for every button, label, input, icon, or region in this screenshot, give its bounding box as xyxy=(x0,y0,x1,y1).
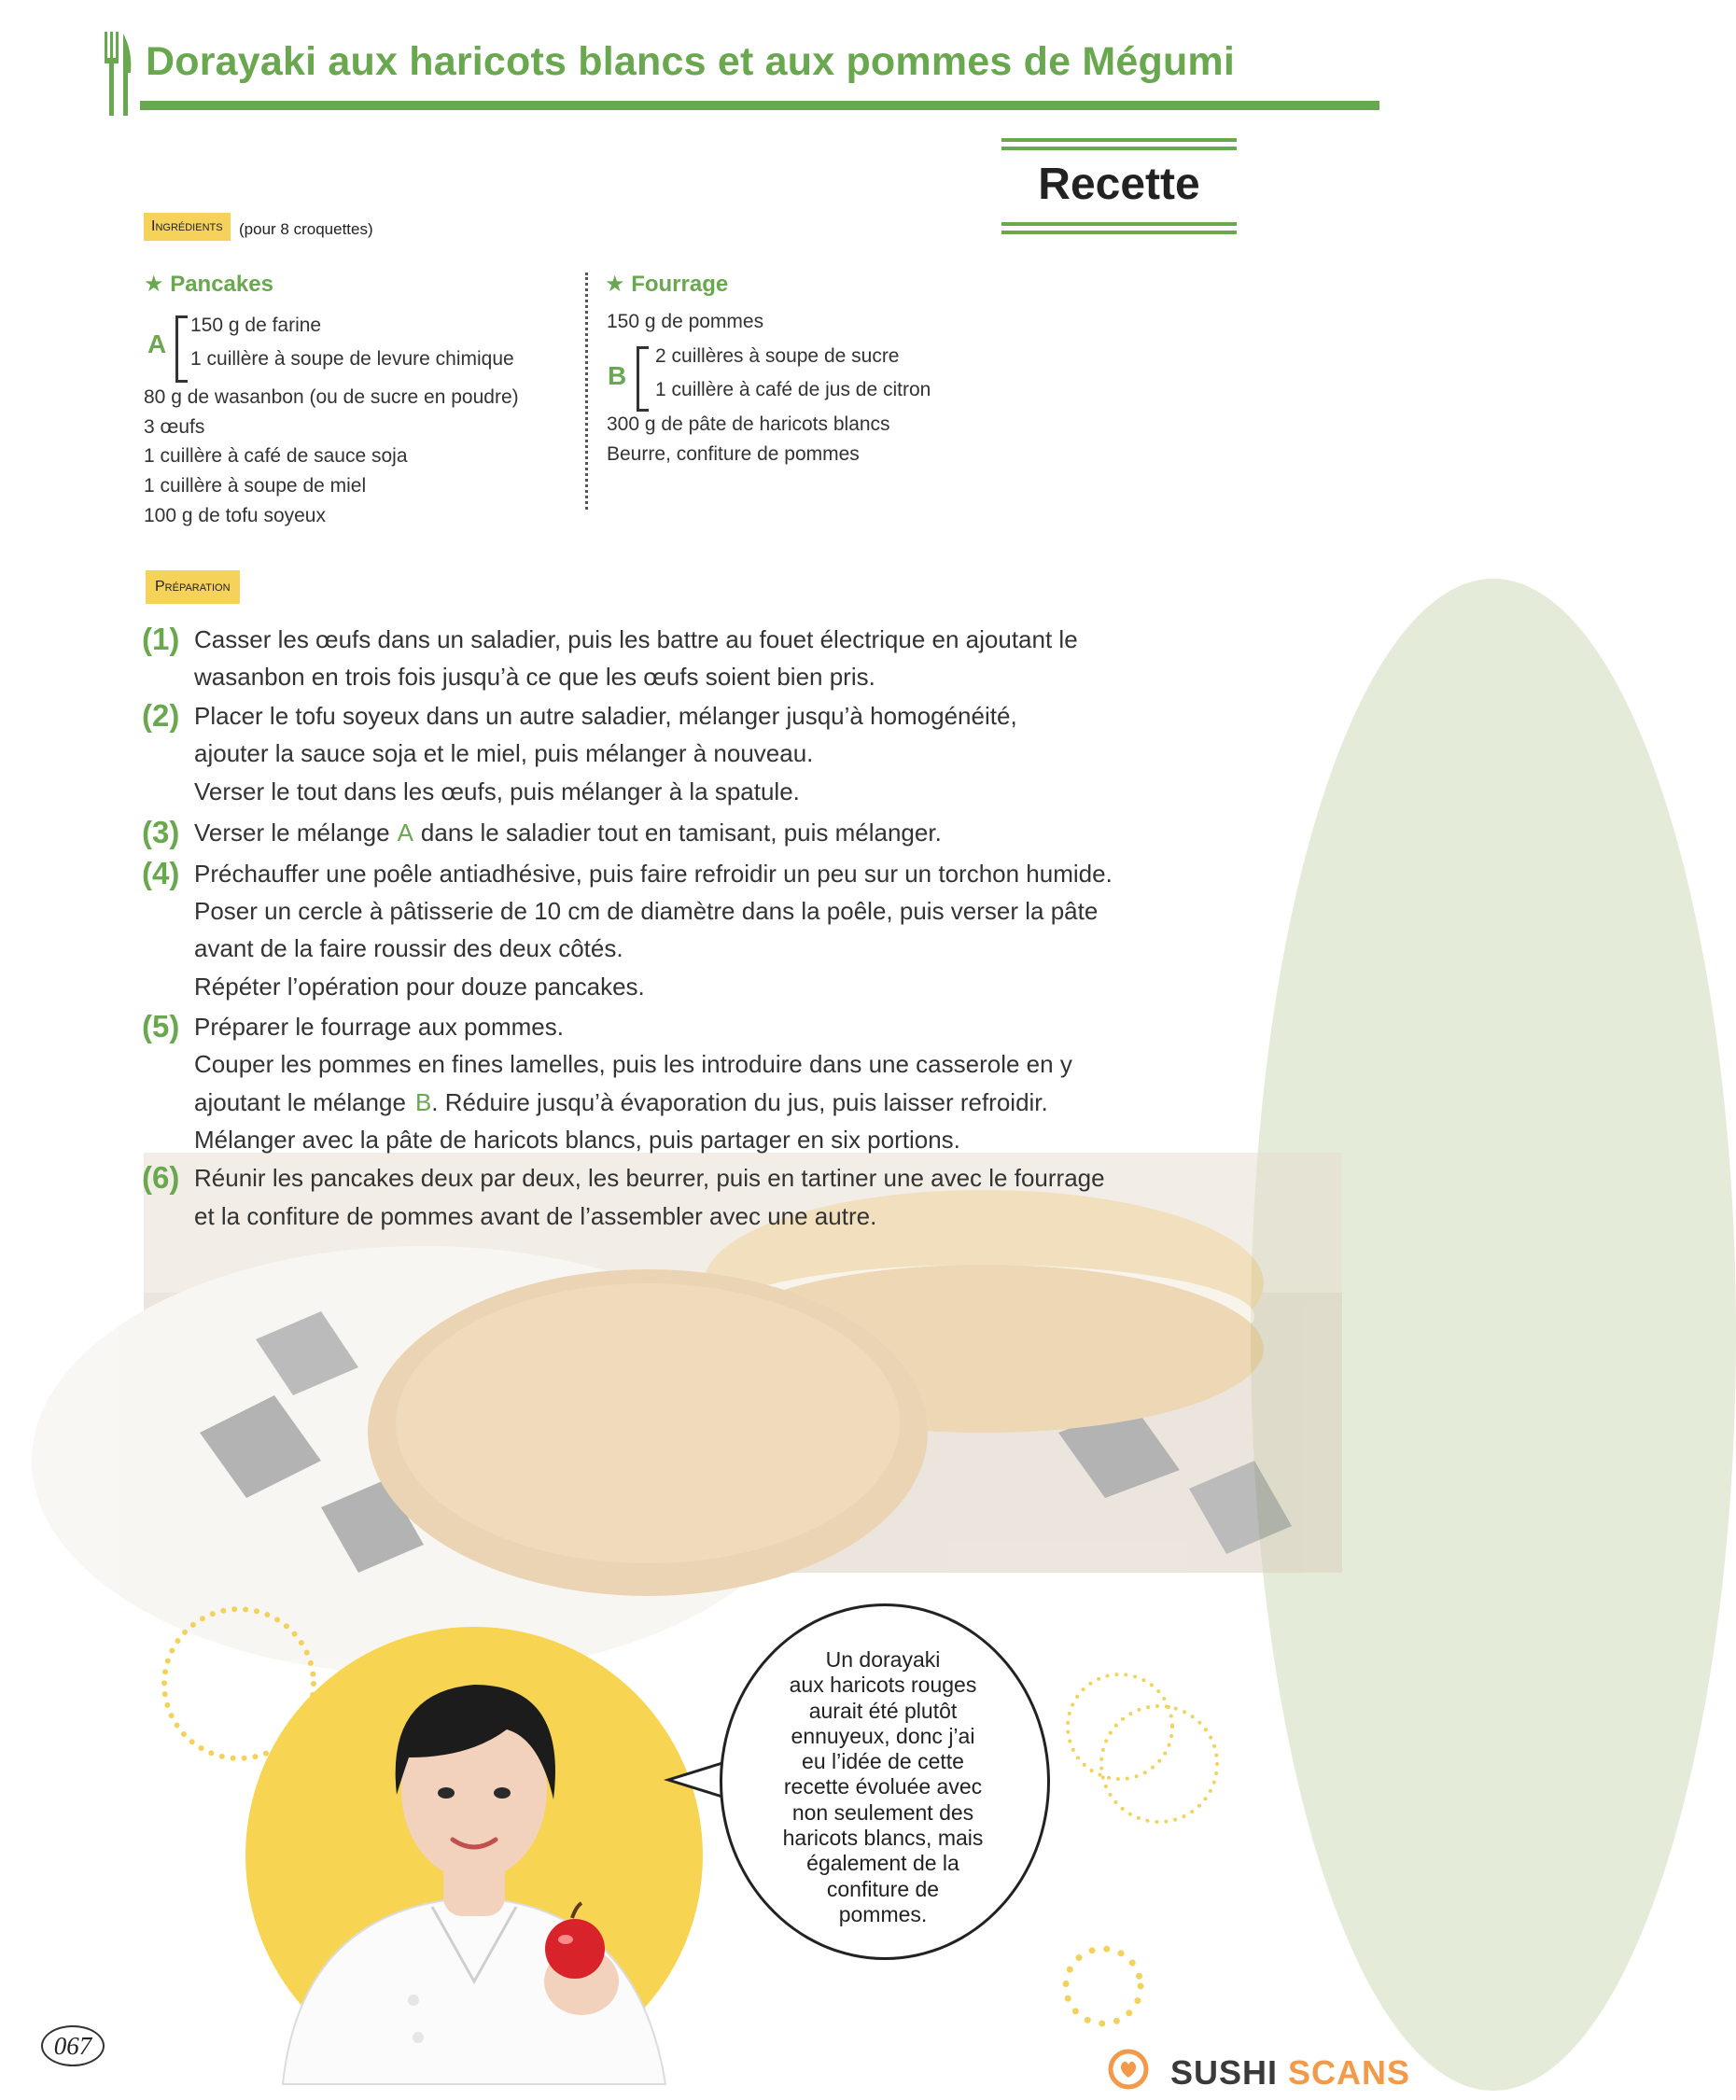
sushi-scans-logo-icon xyxy=(1109,2050,1148,2089)
step-text: ajoutant le mélange xyxy=(194,1088,406,1116)
step-line: Casser les œufs dans un saladier, puis les battre au fouet électrique en ajoutant le xyxy=(194,625,1078,653)
recette-rule-bottom-2 xyxy=(1001,231,1237,234)
dotted-circle-decoration xyxy=(1094,1699,1225,1829)
step-line: Réunir les pancakes deux par deux, les beurrer, puis en tartiner une avec le fourrage xyxy=(194,1164,1105,1192)
step-line xyxy=(194,819,942,847)
page-number: 067 xyxy=(41,2025,105,2066)
chef-portrait xyxy=(245,1627,703,2084)
step-line: Couper les pommes en fines lamelles, puis les introduire dans une casserole en y xyxy=(194,1050,1072,1078)
step-text: . Réduire jusqu’à évaporation du jus, puis laisser refroidir. xyxy=(431,1088,1048,1116)
pancakes-heading: ★ Pancakes xyxy=(144,272,273,297)
dotted-circle-decoration xyxy=(1058,1941,1148,2031)
bubble-line: aux haricots rouges xyxy=(789,1673,977,1698)
mix-reference-letter: A xyxy=(397,819,413,847)
logo-text-part2: SCANS xyxy=(1288,2053,1411,2092)
step-line: Préparer le fourrage aux pommes. xyxy=(194,1013,564,1041)
preparation-label: Préparation xyxy=(146,570,240,604)
step-number: (2) xyxy=(142,698,180,733)
star-icon: ★ xyxy=(144,272,164,297)
sushi-scans-logo xyxy=(1170,2053,1410,2093)
step-line: Poser un cercle à pâtisserie de 10 cm de diamètre dans la poêle, puis verser la pâte xyxy=(194,897,1099,925)
step-line: avant de la faire roussir des deux côtés. xyxy=(194,934,623,962)
pancakes-group-item-1: 150 g de farine xyxy=(190,315,322,336)
bubble-line: recette évoluée avec xyxy=(783,1774,983,1799)
step-line: wasanbon en trois fois jusqu’à ce que les œufs soient bien pris. xyxy=(194,663,875,691)
group-a-bracket xyxy=(175,315,188,383)
ingredients-label: Ingrédients xyxy=(144,213,231,241)
bubble-line: aurait été plutôt xyxy=(808,1698,958,1723)
bubble-line: également de la xyxy=(806,1851,959,1876)
step-line: ajouter la sauce soja et le miel, puis mélanger à nouveau. xyxy=(194,739,814,767)
bubble-line: ennuyeux, donc j’ai xyxy=(791,1723,975,1748)
step-text: dans le saladier tout en tamisant, puis mélanger. xyxy=(420,819,942,847)
group-a-letter: A xyxy=(147,329,167,358)
fourrage-group-item-1: 2 cuillères à soupe de sucre xyxy=(655,345,900,367)
chef-illustration xyxy=(245,1627,703,2084)
group-b-letter: B xyxy=(608,361,627,390)
bubble-line: haricots blancs, mais xyxy=(782,1826,984,1851)
step-line: Répéter l’opération pour douze pancakes. xyxy=(194,973,645,1001)
step-number: (1) xyxy=(142,622,180,656)
pancakes-item-4: 1 cuillère à soupe de miel xyxy=(144,475,367,497)
speech-bubble-tail xyxy=(665,1759,724,1800)
title-underline xyxy=(140,101,1379,110)
bubble-line: eu l’idée de cette xyxy=(802,1749,964,1774)
step-line xyxy=(194,1088,1048,1117)
logo-text-part1: SUSHI xyxy=(1170,2053,1279,2092)
step-line: Préchauffer une poêle antiadhésive, puis faire refroidir un peu sur un torchon humide. xyxy=(194,860,1113,888)
recette-rule-bottom-1 xyxy=(1001,222,1237,226)
pancakes-item-3: 1 cuillère à café de sauce soja xyxy=(144,445,408,467)
fourrage-first-item: 150 g de pommes xyxy=(607,311,764,332)
fourrage-heading: ★ Fourrage xyxy=(605,272,729,297)
fork-knife-icon xyxy=(103,32,136,116)
pancakes-item-2: 3 œufs xyxy=(144,416,205,438)
step-number: (4) xyxy=(142,856,180,890)
page-title: Dorayaki aux haricots blancs et aux pommes de Mégumi xyxy=(146,39,1236,84)
step-line: et la confiture de pommes avant de l’assembler avec une autre. xyxy=(194,1202,877,1230)
ingredients-note: (pour 8 croquettes) xyxy=(239,220,373,238)
step-number: (5) xyxy=(142,1009,180,1043)
recette-rule-top-2 xyxy=(1001,147,1237,150)
pancakes-item-5: 100 g de tofu soyeux xyxy=(144,505,326,526)
speech-bubble-text xyxy=(752,1647,1014,1927)
pancakes-item-1: 80 g de wasanbon (ou de sucre en poudre) xyxy=(144,386,519,408)
column-divider xyxy=(585,273,588,510)
bubble-line: pommes. xyxy=(838,1901,928,1926)
bubble-line: Un dorayaki xyxy=(825,1647,941,1672)
bubble-line: confiture de xyxy=(826,1876,940,1901)
fourrage-item-2: Beurre, confiture de pommes xyxy=(607,443,860,465)
fourrage-group-item-2: 1 cuillère à café de jus de citron xyxy=(655,379,931,400)
recette-rule-top-1 xyxy=(1001,138,1237,142)
pancakes-group-item-2: 1 cuillère à soupe de levure chimique xyxy=(190,348,514,370)
step-line: Verser le tout dans les œufs, puis mélanger à la spatule. xyxy=(194,777,800,805)
bubble-line: non seulement des xyxy=(791,1799,974,1825)
group-b-bracket xyxy=(637,346,649,412)
step-line: Mélanger avec la pâte de haricots blancs, puis partager en six portions. xyxy=(194,1126,960,1154)
star-icon: ★ xyxy=(605,272,625,297)
section-badge: Recette xyxy=(1038,160,1200,209)
step-text: Verser le mélange xyxy=(194,819,390,847)
step-number: (3) xyxy=(142,815,180,849)
step-line: Placer le tofu soyeux dans un autre saladier, mélanger jusqu’à homogénéité, xyxy=(194,702,1017,730)
fourrage-item-1: 300 g de pâte de haricots blancs xyxy=(607,413,890,435)
mix-reference-letter: B xyxy=(414,1088,432,1116)
step-number: (6) xyxy=(142,1160,180,1195)
